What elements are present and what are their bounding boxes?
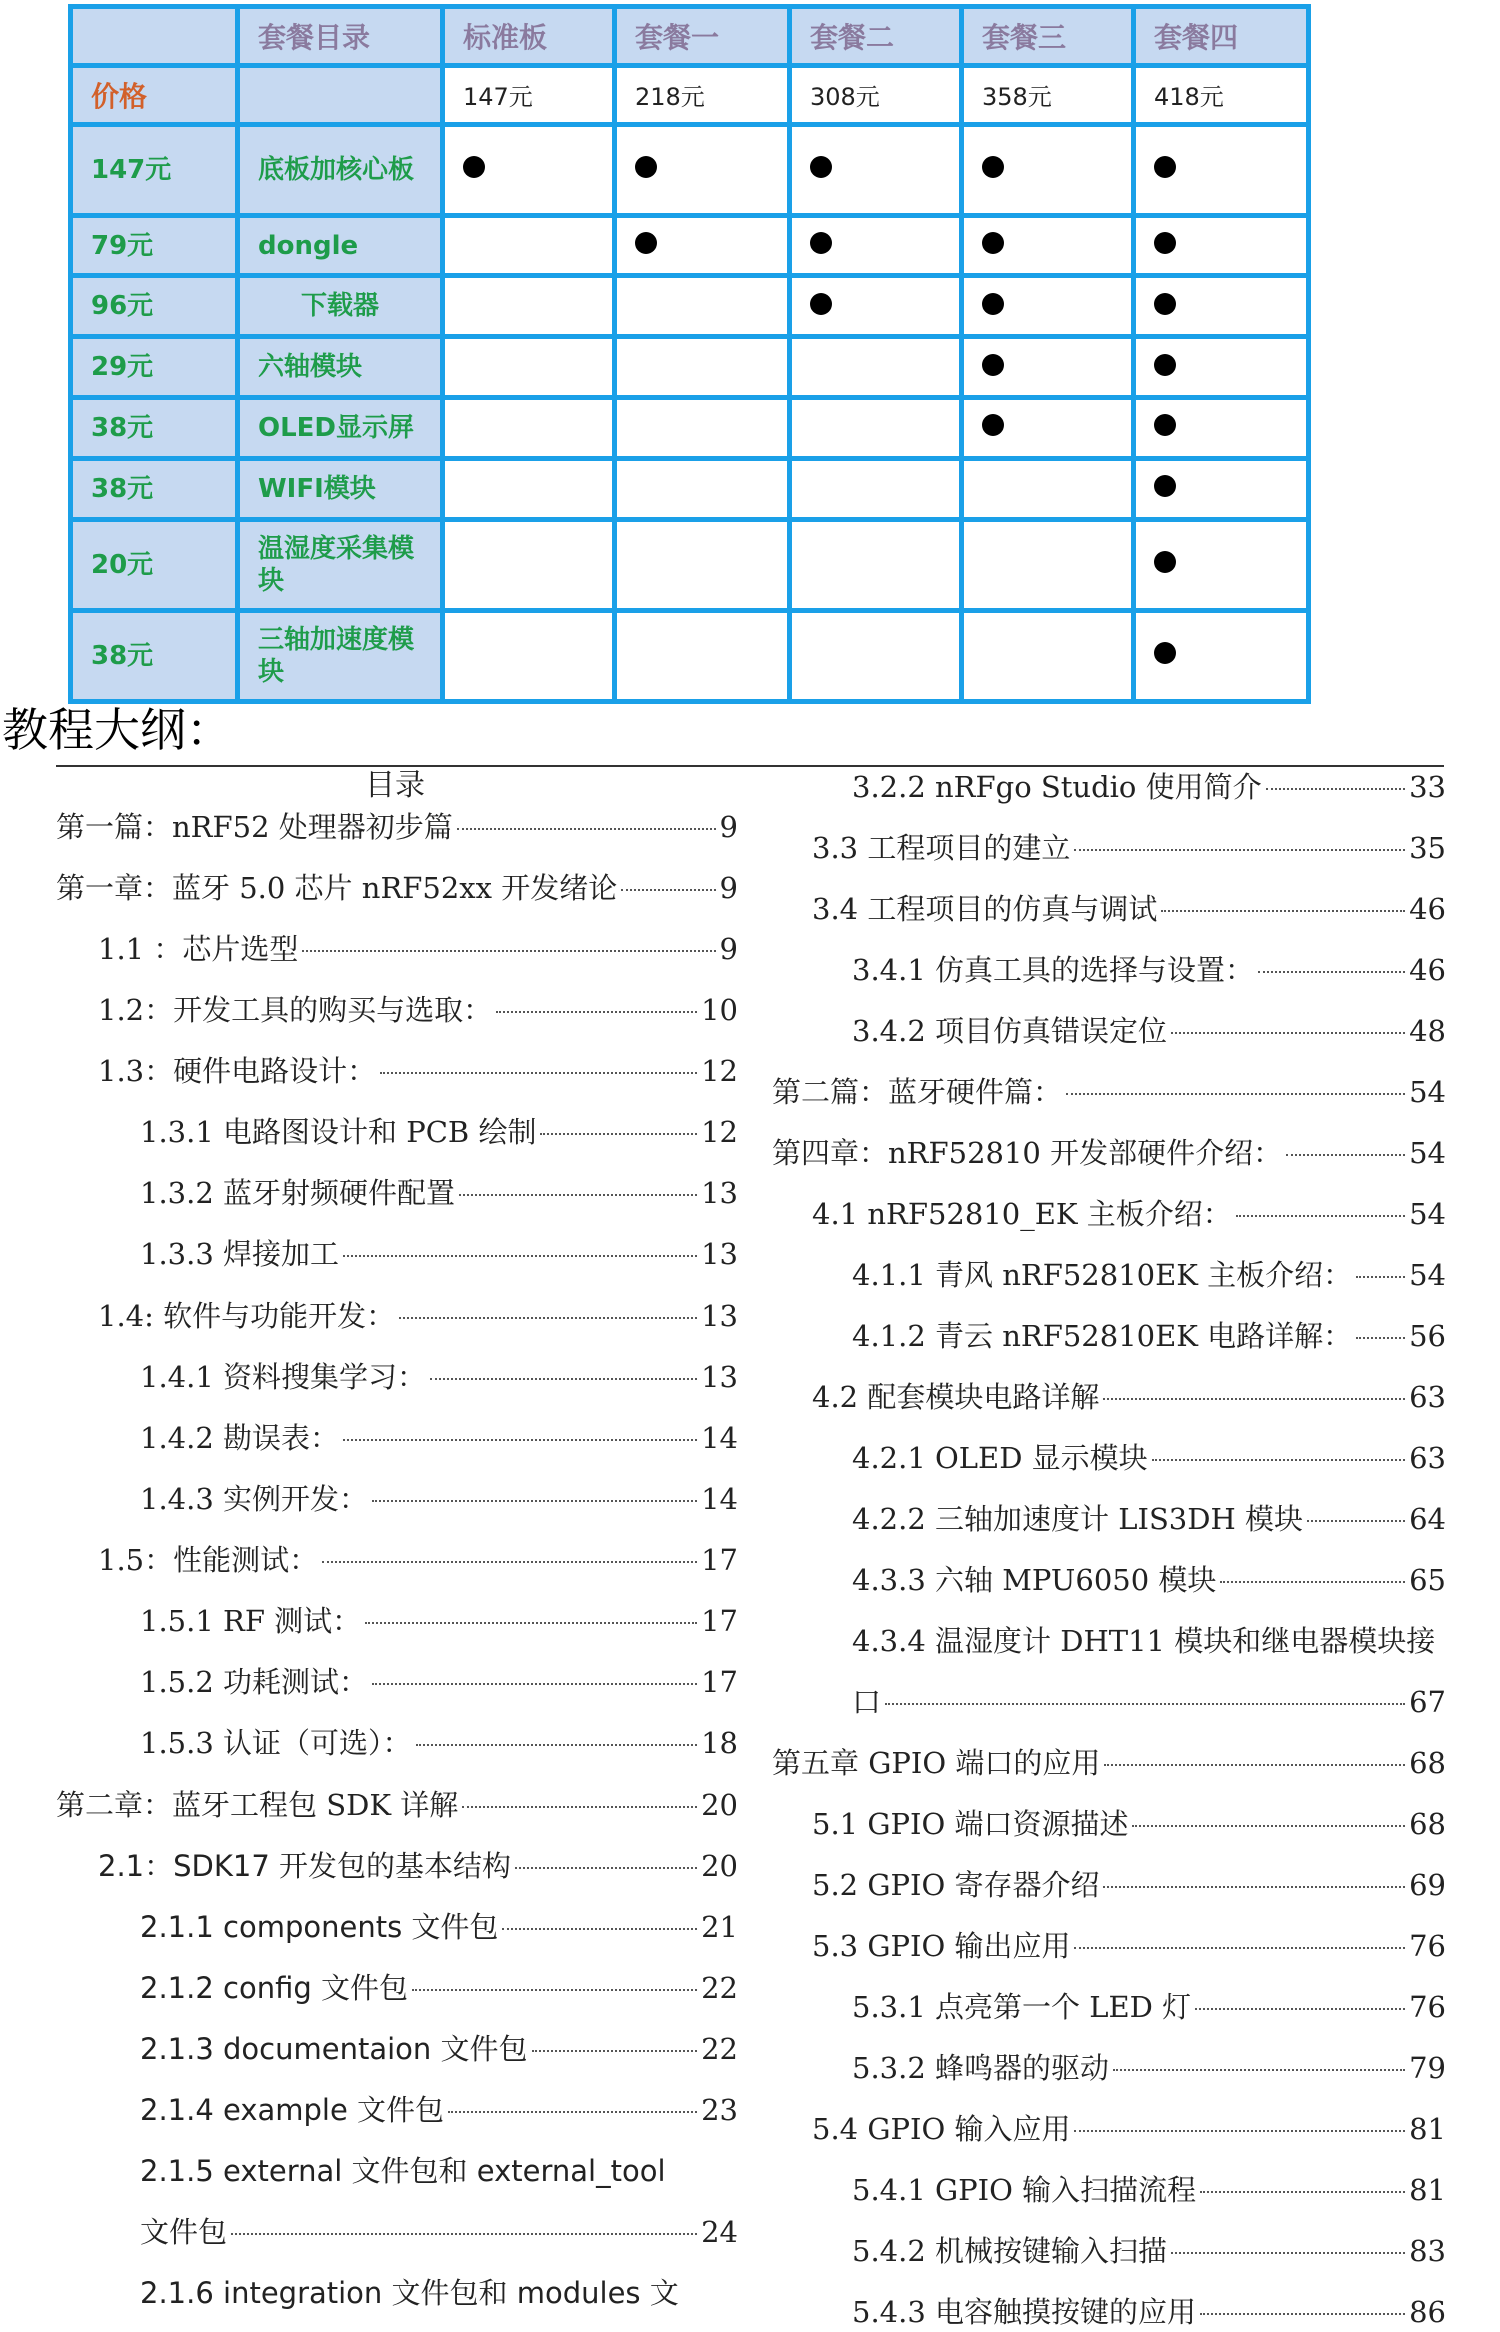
item-price-cell: 96元 — [71, 276, 238, 337]
inclusion-cell — [615, 276, 790, 337]
inclusion-cell — [443, 337, 615, 398]
toc-entry-text: 5.3.2 蜂鸣器的驱动 — [852, 2051, 1110, 2085]
toc-entry-text: 2.1.2 config 文件包 — [140, 1971, 408, 2005]
dot-leader — [1171, 1032, 1405, 1034]
inclusion-cell — [443, 215, 615, 276]
inclusion-cell — [790, 398, 962, 459]
item-price-cell: 79元 — [71, 215, 238, 276]
outline-heading: 教程大纲： — [2, 703, 232, 757]
toc-entry[interactable] — [772, 1743, 1446, 1783]
toc-entry[interactable] — [140, 1112, 738, 1152]
toc-page-number: 17 — [701, 1665, 738, 1699]
inclusion-cell — [962, 276, 1134, 337]
toc-entry-text: 第一篇：nRF52 处理器初步篇 — [56, 810, 453, 844]
toc-entry-text: 4.1.2 青云 nRF52810EK 电路详解： — [852, 1319, 1353, 1353]
toc-entry[interactable] — [140, 1357, 738, 1397]
toc-entry-text: 1.5.3 认证（可选）： — [140, 1726, 412, 1760]
item-price-cell: 29元 — [71, 337, 238, 398]
toc-entry-text: 1.4.3 实例开发： — [140, 1482, 369, 1516]
price-value-cell: 308元 — [790, 65, 962, 124]
item-price-cell: 38元 — [71, 610, 238, 701]
toc-entry[interactable] — [812, 1865, 1446, 1905]
toc-page-number: 64 — [1409, 1502, 1446, 1536]
dot-leader — [502, 1928, 697, 1930]
toc-entry-partial[interactable]: 2.1.6 integration 文件包和 modules 文 — [140, 2276, 679, 2310]
toc-entry[interactable] — [852, 1987, 1446, 2027]
inclusion-cell — [443, 458, 615, 519]
toc-entry-text: 1.4.2 勘误表： — [140, 1421, 340, 1455]
table-row — [71, 337, 1309, 398]
toc-entry-text: 1.5：性能测试： — [98, 1543, 319, 1577]
toc-entry-text: 1.5.2 功耗测试： — [140, 1665, 369, 1699]
inclusion-cell — [1134, 215, 1309, 276]
dot-leader — [1236, 1215, 1405, 1217]
toc-page-number: 48 — [1409, 1014, 1446, 1048]
toc-page-number: 12 — [701, 1054, 738, 1088]
table-row — [71, 215, 1309, 276]
toc-page-number: 9 — [719, 932, 738, 966]
inclusion-cell — [1134, 337, 1309, 398]
inclusion-cell — [443, 276, 615, 337]
toc-page-number: 24 — [701, 2215, 738, 2249]
dot-leader — [231, 2233, 697, 2235]
toc-entry-text: 3.2.2 nRFgo Studio 使用简介 — [852, 770, 1262, 804]
item-name-cell: 三轴加速度模块 — [238, 610, 443, 701]
included-dot-icon — [463, 156, 485, 178]
toc-page-number: 14 — [701, 1482, 738, 1516]
toc-entry-text: 1.3.1 电路图设计和 PCB 绘制 — [140, 1115, 537, 1149]
toc-entry[interactable] — [852, 2292, 1446, 2332]
toc-entry-text: 4.1.1 青风 nRF52810EK 主板介绍： — [852, 1258, 1353, 1292]
toc-entry-first-line[interactable]: 2.1.5 external 文件包和 external_tool — [140, 2154, 666, 2188]
toc-page-number: 9 — [719, 871, 738, 905]
toc-entry-text: 2.1.4 example 文件包 — [140, 2093, 445, 2127]
toc-entry-text: 1.2：开发工具的购买与选取： — [98, 993, 493, 1027]
inclusion-cell — [443, 610, 615, 701]
toc-entry-text: 4.2 配套模块电路详解 — [812, 1380, 1100, 1414]
toc-entry-text: 5.2 GPIO 寄存器介绍 — [812, 1868, 1100, 1902]
inclusion-cell — [962, 519, 1134, 610]
dot-leader — [1171, 2252, 1405, 2254]
toc-entry-text: 1.1 ：芯片选型 — [98, 932, 299, 966]
toc-entry[interactable] — [140, 2212, 738, 2252]
item-price-cell: 38元 — [71, 458, 238, 519]
toc-page-number: 10 — [701, 993, 738, 1027]
dot-leader — [1103, 1886, 1405, 1888]
toc-entry-text: 口 — [852, 1685, 882, 1719]
toc-entry-text: 1.3：硬件电路设计： — [98, 1054, 377, 1088]
dot-leader — [1307, 1520, 1405, 1522]
table-row — [71, 610, 1309, 701]
toc-entry[interactable] — [98, 990, 738, 1030]
included-dot-icon — [982, 414, 1004, 436]
toc-title: 目录 — [365, 768, 425, 803]
toc-page-number: 13 — [701, 1360, 738, 1394]
toc-entry[interactable] — [852, 1316, 1446, 1356]
dot-leader — [1152, 1459, 1405, 1461]
toc-entry-text: 文件包 — [140, 2215, 228, 2249]
toc-entry[interactable] — [140, 1601, 738, 1641]
toc-entry[interactable] — [140, 1234, 738, 1274]
dot-leader — [322, 1561, 697, 1563]
toc-entry[interactable] — [140, 2090, 738, 2130]
toc-page-number: 9 — [719, 810, 738, 844]
price-value-cell: 218元 — [615, 65, 790, 124]
toc-entry[interactable] — [140, 1662, 738, 1702]
toc-page-number: 22 — [701, 1971, 738, 2005]
toc-page-number: 17 — [701, 1604, 738, 1638]
toc-entry-text: 4.1 nRF52810_EK 主板介绍： — [812, 1197, 1232, 1231]
header-cell: 套餐目录 — [238, 7, 443, 66]
dot-leader — [1074, 1947, 1405, 1949]
dot-leader — [1195, 2008, 1405, 2010]
item-name-cell: OLED显示屏 — [238, 398, 443, 459]
item-name-cell: 下载器 — [238, 276, 443, 337]
toc-entry[interactable] — [140, 1418, 738, 1458]
price-empty-cell — [238, 65, 443, 124]
toc-entry[interactable] — [56, 868, 738, 908]
dot-leader — [621, 889, 715, 891]
toc-page-number: 67 — [1409, 1685, 1446, 1719]
dot-leader — [1266, 788, 1405, 790]
toc-page-number: 54 — [1409, 1136, 1446, 1170]
toc-page-number: 54 — [1409, 1075, 1446, 1109]
toc-entry[interactable] — [852, 950, 1446, 990]
toc-entry[interactable] — [852, 1011, 1446, 1051]
dot-leader — [365, 1622, 697, 1624]
inclusion-cell — [1134, 458, 1309, 519]
dot-leader — [1132, 1825, 1405, 1827]
toc-entry-text: 4.2.1 OLED 显示模块 — [852, 1441, 1148, 1475]
dot-leader — [430, 1378, 697, 1380]
toc-entry[interactable] — [98, 929, 738, 969]
dot-leader — [1074, 2130, 1405, 2132]
inclusion-cell — [790, 610, 962, 701]
toc-entry[interactable] — [852, 2170, 1446, 2210]
toc-entry-text: 3.3 工程项目的建立 — [812, 831, 1071, 865]
dot-leader — [515, 1867, 697, 1869]
inclusion-cell — [1134, 124, 1309, 215]
toc-entry[interactable] — [140, 1479, 738, 1519]
table-row — [71, 398, 1309, 459]
toc-entry[interactable] — [852, 2231, 1446, 2271]
inclusion-cell — [790, 519, 962, 610]
header-corner-cell — [71, 7, 238, 66]
toc-entry[interactable] — [140, 1173, 738, 1213]
dot-leader — [399, 1317, 697, 1319]
inclusion-cell — [615, 337, 790, 398]
toc-page-number: 13 — [701, 1299, 738, 1333]
dot-leader — [457, 828, 716, 830]
toc-page-number: 63 — [1409, 1380, 1446, 1414]
item-price-cell: 20元 — [71, 519, 238, 610]
toc-entry-text: 2.1：SDK17 开发包的基本结构 — [98, 1849, 511, 1883]
toc-entry-text: 1.3.2 蓝牙射频硬件配置 — [140, 1176, 456, 1210]
item-price-cell: 38元 — [71, 398, 238, 459]
toc-page-number: 35 — [1409, 831, 1446, 865]
toc-entry-text: 4.3.3 六轴 MPU6050 模块 — [852, 1563, 1217, 1597]
dot-leader — [1066, 1093, 1405, 1095]
included-dot-icon — [1154, 354, 1176, 376]
toc-entry-text: 1.4: 软件与功能开发： — [98, 1299, 396, 1333]
header-cell: 标准板 — [443, 7, 615, 66]
toc-entry[interactable] — [772, 1133, 1446, 1173]
toc-entry[interactable] — [852, 767, 1446, 807]
included-dot-icon — [982, 156, 1004, 178]
dot-leader — [343, 1439, 697, 1441]
toc-page-number: 13 — [701, 1176, 738, 1210]
inclusion-cell — [790, 458, 962, 519]
included-dot-icon — [1154, 475, 1176, 497]
included-dot-icon — [1154, 551, 1176, 573]
dot-leader — [412, 1989, 697, 1991]
included-dot-icon — [810, 232, 832, 254]
price-value-cell: 147元 — [443, 65, 615, 124]
dot-leader — [459, 1194, 697, 1196]
toc-entry-text: 5.3 GPIO 输出应用 — [812, 1929, 1071, 1963]
toc-entry-text: 5.4.1 GPIO 输入扫描流程 — [852, 2173, 1197, 2207]
toc-page-number: 20 — [701, 1788, 738, 1822]
dot-leader — [380, 1072, 697, 1074]
toc-page-number: 69 — [1409, 1868, 1446, 1902]
toc-page-number: 54 — [1409, 1197, 1446, 1231]
toc-entry[interactable] — [812, 1804, 1446, 1844]
inclusion-cell — [443, 398, 615, 459]
dot-leader — [448, 2111, 697, 2113]
item-name-cell: dongle — [238, 215, 443, 276]
header-cell: 套餐二 — [790, 7, 962, 66]
inclusion-cell — [615, 124, 790, 215]
package-table — [68, 4, 1311, 704]
toc-page-number: 13 — [701, 1237, 738, 1271]
inclusion-cell — [1134, 276, 1309, 337]
item-price-cell: 147元 — [71, 124, 238, 215]
inclusion-cell — [962, 398, 1134, 459]
table-row — [71, 124, 1309, 215]
inclusion-cell — [1134, 519, 1309, 610]
dot-leader — [1356, 1276, 1405, 1278]
included-dot-icon — [1154, 414, 1176, 436]
toc-page-number: 68 — [1409, 1746, 1446, 1780]
toc-entry[interactable] — [98, 1296, 738, 1336]
included-dot-icon — [810, 293, 832, 315]
dot-leader — [1103, 1398, 1405, 1400]
dot-leader — [1258, 971, 1405, 973]
dot-leader — [1200, 2313, 1405, 2315]
toc-entry-text: 3.4.2 项目仿真错误定位 — [852, 1014, 1168, 1048]
toc-page-number: 18 — [701, 1726, 738, 1760]
toc-entry-text: 5.1 GPIO 端口资源描述 — [812, 1807, 1129, 1841]
price-value-cell: 358元 — [962, 65, 1134, 124]
dot-leader — [372, 1683, 697, 1685]
included-dot-icon — [982, 232, 1004, 254]
toc-entry[interactable] — [852, 2048, 1446, 2088]
toc-entry[interactable] — [812, 1194, 1446, 1234]
toc-entry-text: 1.3.3 焊接加工 — [140, 1237, 340, 1271]
toc-entry-first-line[interactable]: 4.3.4 温湿度计 DHT11 模块和继电器模块接 — [852, 1624, 1436, 1658]
toc-entry[interactable] — [812, 828, 1446, 868]
toc-entry-text: 1.5.1 RF 测试： — [140, 1604, 362, 1638]
toc-entry[interactable] — [56, 1785, 738, 1825]
dot-leader — [1104, 1764, 1405, 1766]
toc-page-number: 81 — [1409, 2112, 1446, 2146]
included-dot-icon — [1154, 642, 1176, 664]
toc-page-number: 20 — [701, 1849, 738, 1883]
table-row — [71, 276, 1309, 337]
included-dot-icon — [810, 156, 832, 178]
included-dot-icon — [1154, 293, 1176, 315]
toc-page-number: 22 — [701, 2032, 738, 2066]
toc-entry[interactable] — [772, 1072, 1446, 1112]
inclusion-cell — [615, 215, 790, 276]
dot-leader — [462, 1806, 697, 1808]
inclusion-cell — [1134, 398, 1309, 459]
toc-entry-text: 5.4.3 电容触摸按键的应用 — [852, 2295, 1197, 2329]
toc-page-number: 76 — [1409, 1929, 1446, 1963]
price-label-cell: 价格 — [71, 65, 238, 124]
inclusion-cell — [443, 519, 615, 610]
toc-entry-text: 5.3.1 点亮第一个 LED 灯 — [852, 1990, 1192, 2024]
dot-leader — [532, 2050, 698, 2052]
inclusion-cell — [790, 215, 962, 276]
toc-entry-text: 3.4 工程项目的仿真与调试 — [812, 892, 1158, 926]
inclusion-cell — [790, 124, 962, 215]
toc-entry[interactable] — [140, 2029, 738, 2069]
toc-page-number: 76 — [1409, 1990, 1446, 2024]
table-row — [71, 519, 1309, 610]
toc-entry[interactable] — [812, 1926, 1446, 1966]
toc-entry-text: 第二章：蓝牙工程包 SDK 详解 — [56, 1788, 459, 1822]
dot-leader — [416, 1744, 698, 1746]
toc-entry[interactable] — [852, 1438, 1446, 1478]
dot-leader — [1074, 849, 1405, 851]
dot-leader — [302, 950, 715, 952]
toc-entry[interactable] — [56, 807, 738, 847]
included-dot-icon — [1154, 232, 1176, 254]
included-dot-icon — [635, 156, 657, 178]
toc-page-number: 46 — [1409, 892, 1446, 926]
toc-entry[interactable] — [98, 1051, 738, 1091]
toc-page-number: 46 — [1409, 953, 1446, 987]
toc-entry-text: 第四章：nRF52810 开发部硬件介绍： — [772, 1136, 1283, 1170]
included-dot-icon — [1154, 156, 1176, 178]
dot-leader — [1161, 910, 1405, 912]
toc-entry[interactable] — [140, 1723, 738, 1763]
inclusion-cell — [962, 610, 1134, 701]
inclusion-cell — [615, 398, 790, 459]
item-name-cell: WIFI模块 — [238, 458, 443, 519]
toc-entry[interactable] — [812, 2109, 1446, 2149]
toc-page-number: 17 — [701, 1543, 738, 1577]
dot-leader — [885, 1703, 1405, 1705]
item-name-cell: 温湿度采集模块 — [238, 519, 443, 610]
dot-leader — [343, 1255, 697, 1257]
dot-leader — [1220, 1581, 1405, 1583]
toc-entry-text: 5.4 GPIO 输入应用 — [812, 2112, 1071, 2146]
dot-leader — [1356, 1337, 1405, 1339]
price-row — [71, 65, 1309, 124]
dot-leader — [1113, 2069, 1405, 2071]
toc-page-number: 81 — [1409, 2173, 1446, 2207]
toc-page-number: 12 — [701, 1115, 738, 1149]
toc-page-number: 65 — [1409, 1563, 1446, 1597]
inclusion-cell — [615, 610, 790, 701]
inclusion-cell — [962, 458, 1134, 519]
dot-leader — [1286, 1154, 1405, 1156]
header-cell: 套餐四 — [1134, 7, 1309, 66]
toc-page-number: 83 — [1409, 2234, 1446, 2268]
dot-leader — [540, 1133, 697, 1135]
toc-page-number: 68 — [1409, 1807, 1446, 1841]
header-cell: 套餐三 — [962, 7, 1134, 66]
toc-page-number: 14 — [701, 1421, 738, 1455]
inclusion-cell — [443, 124, 615, 215]
toc-entry[interactable] — [98, 1540, 738, 1580]
toc-entry-text: 4.2.2 三轴加速度计 LIS3DH 模块 — [852, 1502, 1304, 1536]
inclusion-cell — [615, 458, 790, 519]
toc-entry-text: 5.4.2 机械按键输入扫描 — [852, 2234, 1168, 2268]
item-name-cell: 六轴模块 — [238, 337, 443, 398]
toc-entry-text: 第五章 GPIO 端口的应用 — [772, 1746, 1101, 1780]
toc-entry-text: 第一章：蓝牙 5.0 芯片 nRF52xx 开发绪论 — [56, 871, 618, 905]
toc-entry[interactable] — [812, 1377, 1446, 1417]
inclusion-cell — [962, 124, 1134, 215]
toc-entry[interactable] — [852, 1499, 1446, 1539]
inclusion-cell — [962, 337, 1134, 398]
toc-entry[interactable] — [852, 1682, 1446, 1722]
toc-entry[interactable] — [140, 1907, 738, 1947]
included-dot-icon — [982, 354, 1004, 376]
toc-entry-text: 第二篇：蓝牙硬件篇： — [772, 1075, 1063, 1109]
toc-page-number: 23 — [701, 2093, 738, 2127]
price-value-cell: 418元 — [1134, 65, 1309, 124]
toc-entry-text: 2.1.3 documentaion 文件包 — [140, 2032, 528, 2066]
toc-entry-text: 2.1.1 components 文件包 — [140, 1910, 499, 1944]
item-name-cell: 底板加核心板 — [238, 124, 443, 215]
inclusion-cell — [615, 519, 790, 610]
inclusion-cell — [790, 276, 962, 337]
toc-entry-text: 3.4.1 仿真工具的选择与设置： — [852, 953, 1255, 987]
table-header-row — [71, 7, 1309, 66]
toc-page-number: 86 — [1409, 2295, 1446, 2329]
toc-page-number: 54 — [1409, 1258, 1446, 1292]
table-row — [71, 458, 1309, 519]
included-dot-icon — [635, 232, 657, 254]
toc-entry[interactable] — [812, 889, 1446, 929]
inclusion-cell — [1134, 610, 1309, 701]
toc-page-number: 79 — [1409, 2051, 1446, 2085]
dot-leader — [496, 1011, 697, 1013]
header-cell: 套餐一 — [615, 7, 790, 66]
toc-page-number: 33 — [1409, 770, 1446, 804]
dot-leader — [1200, 2191, 1405, 2193]
toc-page-number: 56 — [1409, 1319, 1446, 1353]
toc-entry[interactable] — [852, 1560, 1446, 1600]
toc-entry[interactable] — [852, 1255, 1446, 1295]
toc-entry[interactable] — [140, 1968, 738, 2008]
inclusion-cell — [962, 215, 1134, 276]
toc-page-number: 21 — [701, 1910, 738, 1944]
toc-page-number: 63 — [1409, 1441, 1446, 1475]
dot-leader — [372, 1500, 697, 1502]
toc-entry[interactable] — [98, 1846, 738, 1886]
inclusion-cell — [790, 337, 962, 398]
included-dot-icon — [982, 293, 1004, 315]
toc-entry-text: 1.4.1 资料搜集学习： — [140, 1360, 427, 1394]
